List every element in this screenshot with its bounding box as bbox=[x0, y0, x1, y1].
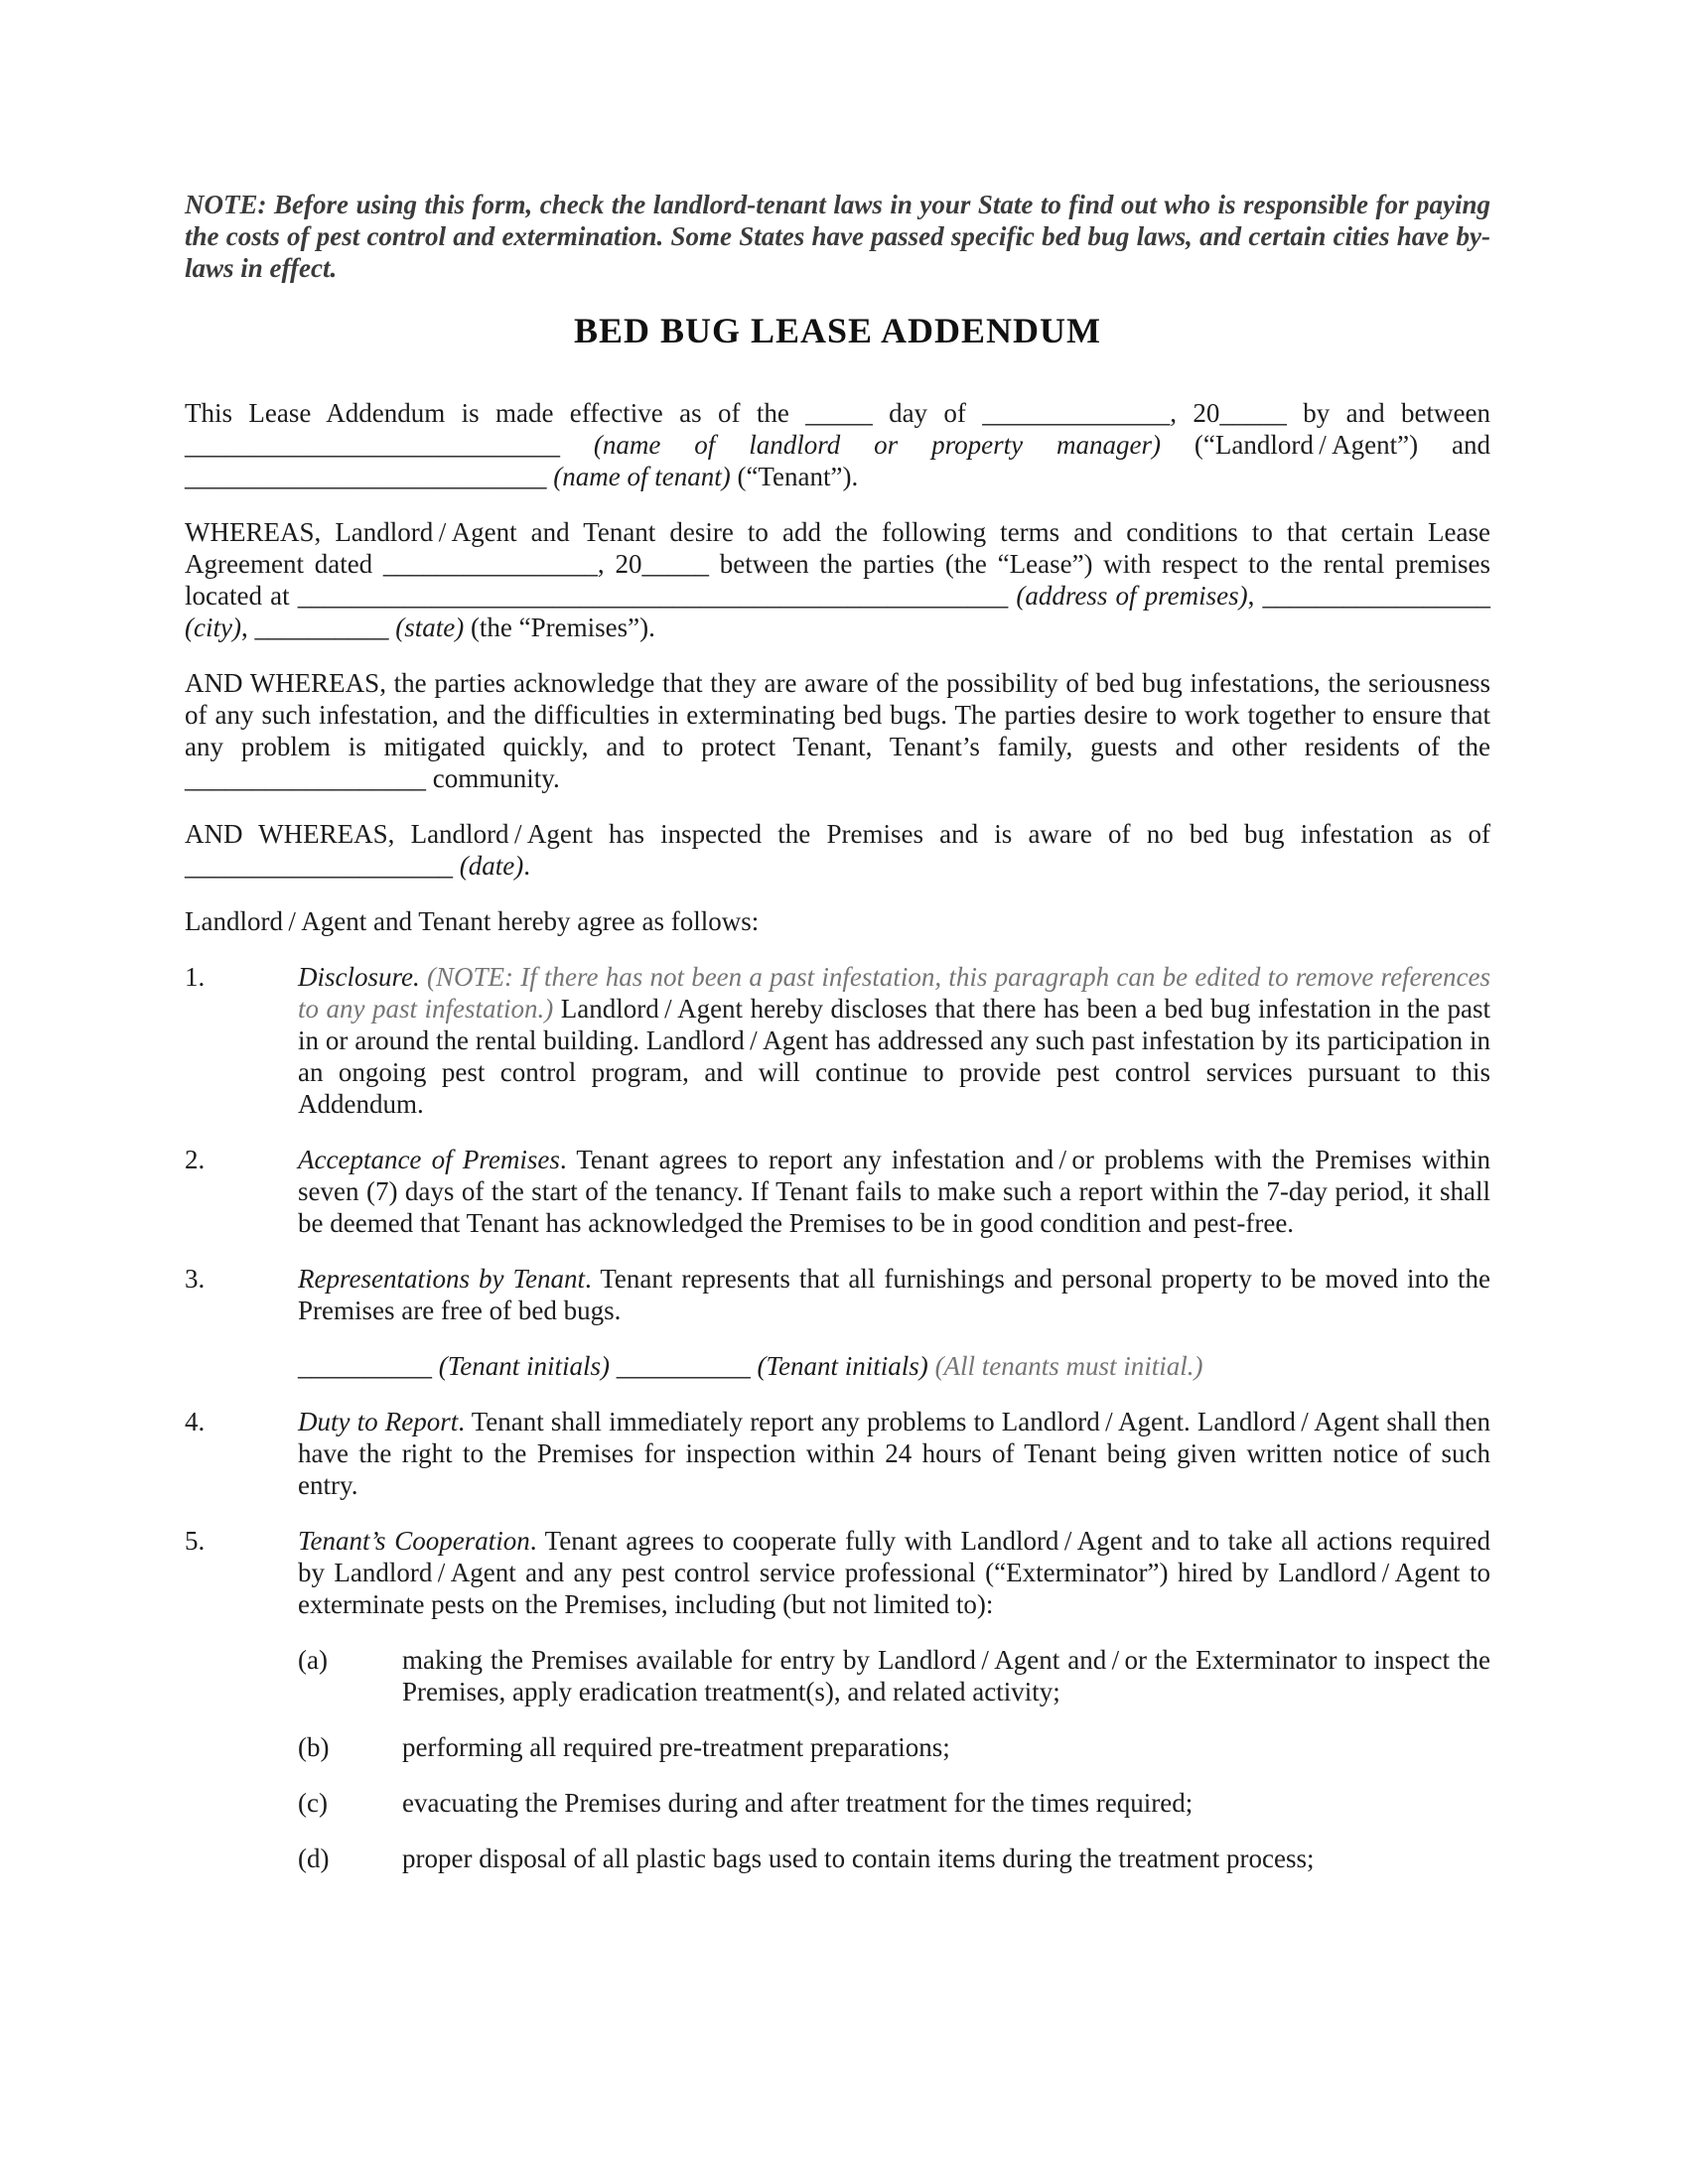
numbered-item-duty-to-report bbox=[185, 1406, 1490, 1501]
sub-item-c bbox=[185, 1787, 1490, 1819]
intro-text: This Lease Addendum is made effective as of the _____ day of ______________, 20_____ by and between ____________________________ bbox=[185, 398, 1490, 460]
item-number: 4. bbox=[185, 1407, 206, 1436]
initials-label: (Tenant initials) bbox=[438, 1351, 611, 1381]
inspection-text: . bbox=[523, 851, 530, 881]
sub-item-d bbox=[185, 1843, 1490, 1874]
initials-blank: __________ bbox=[298, 1351, 439, 1381]
whereas-text: WHEREAS, Landlord / Agent and Tenant desire to add the following terms and conditions to that certain Lease Agreement dated ________________, 20_____ between the parties (the “Lease”) with respect to the rental premises located at _____________________________________________________ bbox=[185, 517, 1490, 611]
item-body: . Tenant agrees to cooperate fully with Landlord / Agent and to take all actions required by Landlord / Agent and any pest control service professional (“Exterminator”) hired by Landlord / Agent to exterminate pests on the Premises, including (but not limited to): bbox=[298, 1526, 1490, 1619]
state-hint: (state) bbox=[395, 613, 465, 642]
sub-item-label: (d) bbox=[298, 1843, 330, 1873]
sub-item-a bbox=[185, 1644, 1490, 1707]
date-hint: (date) bbox=[459, 851, 524, 881]
intro-text: (“Landlord / Agent”) and ___________________________ bbox=[185, 430, 1490, 491]
item-heading: Acceptance of Premises bbox=[298, 1145, 560, 1174]
item-body: . Tenant agrees to report any infestation and / or problems with the Premises within seven (7) days of the start of the tenancy. If Tenant fails to make such a report within the 7-day period, it shall be deemed that Tenant has acknowledged the Premises to be in good condition and pest-free. bbox=[298, 1145, 1490, 1238]
sub-item-text: making the Premises available for entry by Landlord / Agent and / or the Exterminator to inspect the Premises, apply eradication treatment(s), and related activity; bbox=[402, 1645, 1490, 1706]
intro-text: (“Tenant”). bbox=[730, 462, 859, 491]
initials-blank: __________ bbox=[610, 1351, 758, 1381]
item-number: 1. bbox=[185, 962, 206, 992]
top-note-paragraph: NOTE: Before using this form, check the landlord-tenant laws in your State to find out who is responsible for paying the costs of pest control and extermination. Some States have passed specific bed bug laws, and certain cities have by-laws in effect. bbox=[185, 190, 1490, 283]
tenant-name-hint: (name of tenant) bbox=[553, 462, 731, 491]
numbered-item-disclosure bbox=[185, 961, 1490, 1120]
item-editor-note: (NOTE: If there has not been a past infestation, this paragraph can be edited to remove references to any past infestation.) bbox=[298, 962, 1490, 1024]
numbered-item-representations bbox=[185, 1263, 1490, 1326]
item-heading: Tenant’s Cooperation bbox=[298, 1526, 530, 1556]
numbered-item-cooperation bbox=[185, 1525, 1490, 1620]
sub-item-text: evacuating the Premises during and after treatment for the times required; bbox=[402, 1788, 1194, 1818]
landlord-name-hint: (name of landlord or property manager) bbox=[593, 430, 1161, 460]
item-number: 3. bbox=[185, 1264, 206, 1294]
initials-label: (Tenant initials) bbox=[757, 1351, 928, 1381]
item-body: . Tenant represents that all furnishings and personal property to be moved into the Premises are free of bed bugs. bbox=[298, 1264, 1490, 1325]
document-page bbox=[185, 189, 1490, 1898]
city-hint: (city) bbox=[185, 613, 241, 642]
whereas-text: , __________ bbox=[240, 613, 396, 642]
agreement-lead-in: Landlord / Agent and Tenant hereby agree as follows: bbox=[185, 906, 760, 936]
item-heading: Disclosure. bbox=[298, 962, 420, 992]
item-body: . Tenant shall immediately report any problems to Landlord / Agent. Landlord / Agent shall then have the right to the Premises for inspection within 24 hours of Tenant being given written notice of such entry. bbox=[298, 1407, 1490, 1500]
numbered-item-acceptance bbox=[185, 1144, 1490, 1239]
whereas-paragraph bbox=[185, 516, 1490, 643]
item-number: 2. bbox=[185, 1145, 206, 1174]
item-heading: Representations by Tenant bbox=[298, 1264, 586, 1294]
sub-item-label: (b) bbox=[298, 1732, 330, 1762]
whereas-text: (the “Premises”). bbox=[464, 613, 655, 642]
item-number: 5. bbox=[185, 1526, 206, 1556]
sub-item-b bbox=[185, 1731, 1490, 1763]
sub-item-label: (c) bbox=[298, 1788, 328, 1818]
intro-paragraph bbox=[185, 397, 1490, 492]
item-heading: Duty to Report bbox=[298, 1407, 459, 1436]
and-whereas-infestation-paragraph: AND WHEREAS, the parties acknowledge that they are aware of the possibility of bed bug infestations, the seriousness of any such infestation, and the difficulties in exterminating bed bugs. The parties desire to work together to ensure that any problem is mitigated quickly, and to protect Tenant, Tenant’s family, guests and other residents of the __________________ community. bbox=[185, 668, 1490, 793]
tenant-initials-line bbox=[185, 1350, 1490, 1382]
address-hint: (address of premises) bbox=[1016, 581, 1248, 611]
item-body: Landlord / Agent hereby discloses that there has been a bed bug infestation in the past in or around the rental building. Landlord / Agent has addressed any such past infestation by its participation in an ongoing pest control program, and will continue to provide pest control services pursuant to this Addendum. bbox=[298, 994, 1491, 1119]
initials-note: (All tenants must initial.) bbox=[927, 1351, 1203, 1381]
whereas-text: , _________________ bbox=[1247, 581, 1490, 611]
inspection-text: AND WHEREAS, Landlord / Agent has inspected the Premises and is aware of no bed bug infestation as of ____________________ bbox=[185, 819, 1490, 881]
document-title: BED BUG LEASE ADDENDUM bbox=[573, 311, 1102, 350]
sub-item-text: proper disposal of all plastic bags used to contain items during the treatment process; bbox=[402, 1843, 1315, 1873]
sub-item-text: performing all required pre-treatment preparations; bbox=[402, 1732, 950, 1762]
sub-item-label: (a) bbox=[298, 1645, 328, 1675]
and-whereas-inspection-paragraph bbox=[185, 818, 1490, 882]
